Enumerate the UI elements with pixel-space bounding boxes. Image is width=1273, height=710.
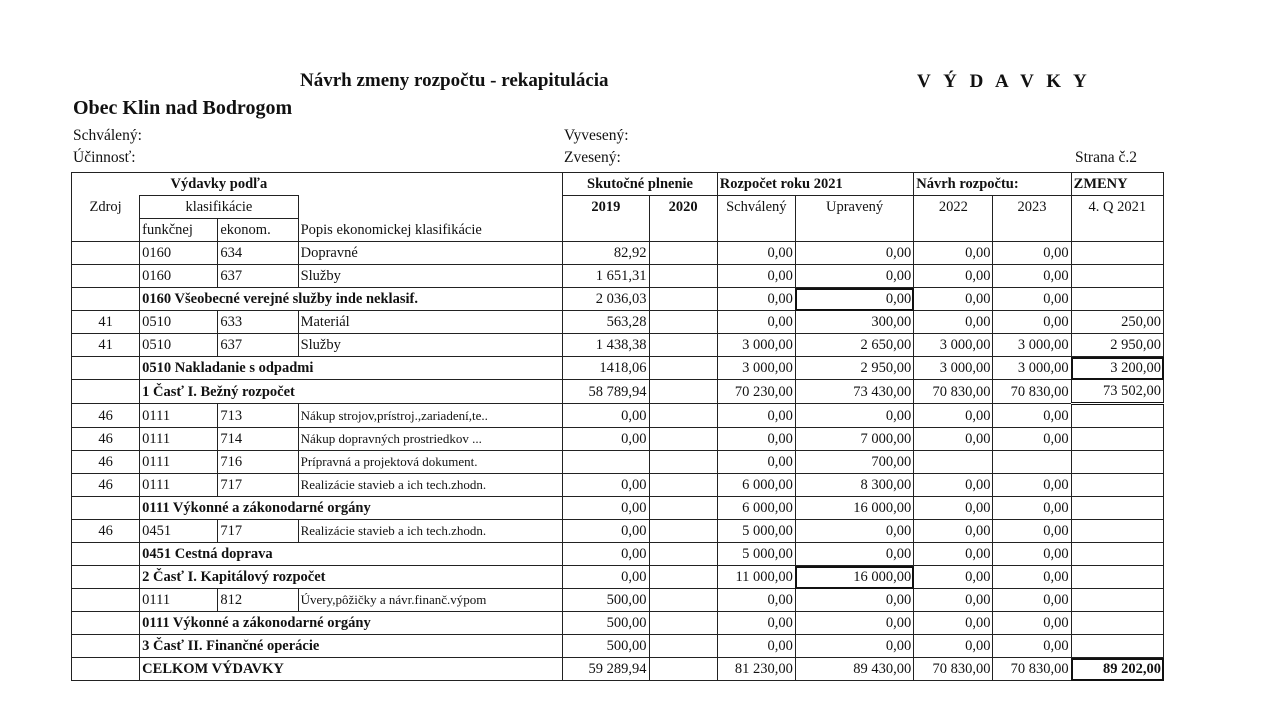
actual-2020-cell (649, 451, 717, 474)
municipality-name: Obec Klin nad Bodrogom (73, 97, 293, 119)
proposal-2023-cell: 0,00 (993, 589, 1071, 612)
economic-code-cell: 812 (218, 589, 298, 612)
source-cell (72, 357, 140, 380)
actual-2019-cell: 0,00 (563, 543, 649, 566)
actual-2019-cell: 500,00 (563, 612, 649, 635)
adjusted-2021-cell: 0,00 (795, 635, 913, 658)
functional-code-cell: 0111 (140, 474, 218, 497)
header-cell (993, 219, 1071, 242)
subtotal-row (72, 635, 1164, 658)
economic-code-cell: 713 (218, 404, 298, 428)
actual-2020-cell (649, 404, 717, 428)
approved-2021-cell: 0,00 (717, 288, 795, 311)
header-row-2 (72, 196, 1164, 219)
table-row (72, 474, 1164, 497)
actual-2020-cell (649, 635, 717, 658)
subtotal-row (72, 357, 1164, 380)
proposal-2022-cell: 0,00 (914, 265, 993, 288)
changes-q4-cell: 250,00 (1071, 311, 1163, 334)
functional-code-cell: 0111 (140, 404, 218, 428)
functional-code-cell: 0111 (140, 451, 218, 474)
header-classification: klasifikácie (140, 196, 298, 219)
changes-q4-cell (1071, 428, 1163, 451)
economic-code-cell: 717 (218, 474, 298, 497)
actual-2020-cell (649, 242, 717, 265)
table-row (72, 589, 1164, 612)
changes-q4-cell (1071, 497, 1163, 520)
header-cell (914, 219, 993, 242)
proposal-2023-cell: 0,00 (993, 428, 1071, 451)
proposal-2023-cell (993, 451, 1071, 474)
changes-q4-cell: 89 202,00 (1071, 658, 1163, 681)
header-functional: funkčnej (140, 219, 218, 242)
header-2023: 2023 (993, 196, 1071, 219)
adjusted-2021-cell: 2 650,00 (795, 334, 913, 357)
approved-2021-cell: 0,00 (717, 311, 795, 334)
changes-q4-cell (1071, 474, 1163, 497)
description-cell: Nákup dopravných prostriedkov ... (298, 428, 563, 451)
subtotal-label: 0111 Výkonné a zákonodarné orgány (140, 612, 563, 635)
approved-2021-cell: 3 000,00 (717, 357, 795, 380)
header-approved: Schválený (717, 196, 795, 219)
actual-2020-cell (649, 520, 717, 543)
proposal-2023-cell: 0,00 (993, 520, 1071, 543)
table-row (72, 520, 1164, 543)
functional-code-cell: 0510 (140, 311, 218, 334)
changes-q4-cell (1071, 612, 1163, 635)
changes-q4-cell (1071, 566, 1163, 589)
adjusted-2021-cell: 300,00 (795, 311, 913, 334)
actual-2019-cell: 1418,06 (563, 357, 649, 380)
changes-q4-cell (1071, 404, 1163, 428)
proposal-2022-cell: 0,00 (914, 612, 993, 635)
effective-label: Účinnosť: (73, 149, 136, 166)
actual-2019-cell: 0,00 (563, 428, 649, 451)
economic-code-cell: 717 (218, 520, 298, 543)
table-row (72, 428, 1164, 451)
subtotal-row (72, 658, 1164, 681)
source-cell: 41 (72, 334, 140, 357)
posted-label: Vyvesený: (564, 127, 629, 144)
subtotal-row (72, 612, 1164, 635)
header-cell (72, 219, 140, 242)
proposal-2022-cell: 70 830,00 (914, 658, 993, 681)
proposal-2022-cell: 70 830,00 (914, 380, 993, 404)
subtotal-row (72, 566, 1164, 589)
proposal-2023-cell: 0,00 (993, 612, 1071, 635)
proposal-2022-cell: 0,00 (914, 474, 993, 497)
adjusted-2021-cell: 8 300,00 (795, 474, 913, 497)
description-cell: Dopravné (298, 242, 563, 265)
proposal-2022-cell: 0,00 (914, 566, 993, 589)
adjusted-2021-cell: 0,00 (795, 543, 913, 566)
subtotal-label: 0451 Cestná doprava (140, 543, 563, 566)
actual-2019-cell: 82,92 (563, 242, 649, 265)
header-row-3 (72, 219, 1164, 242)
approved-2021-cell: 81 230,00 (717, 658, 795, 681)
source-cell (72, 635, 140, 658)
actual-2019-cell: 0,00 (563, 404, 649, 428)
actual-2019-cell: 1 438,38 (563, 334, 649, 357)
economic-code-cell: 716 (218, 451, 298, 474)
actual-2019-cell: 563,28 (563, 311, 649, 334)
approved-2021-cell: 0,00 (717, 265, 795, 288)
approved-2021-cell: 0,00 (717, 451, 795, 474)
changes-q4-cell: 2 950,00 (1071, 334, 1163, 357)
header-2020: 2020 (649, 196, 717, 219)
actual-2020-cell (649, 612, 717, 635)
header-cell (563, 219, 649, 242)
removed-label: Zvesený: (564, 149, 621, 166)
approved-2021-cell: 11 000,00 (717, 566, 795, 589)
functional-code-cell: 0451 (140, 520, 218, 543)
header-cell (298, 173, 563, 196)
document-title: Návrh zmeny rozpočtu - rekapitulácia (300, 70, 609, 91)
functional-code-cell: 0111 (140, 589, 218, 612)
economic-code-cell: 637 (218, 334, 298, 357)
actual-2020-cell (649, 311, 717, 334)
header-cell (649, 219, 717, 242)
description-cell: Služby (298, 265, 563, 288)
adjusted-2021-cell: 0,00 (795, 242, 913, 265)
proposal-2022-cell: 0,00 (914, 497, 993, 520)
adjusted-2021-cell: 0,00 (795, 520, 913, 543)
actual-2020-cell (649, 658, 717, 681)
adjusted-2021-cell: 7 000,00 (795, 428, 913, 451)
proposal-2023-cell: 0,00 (993, 288, 1071, 311)
subtotal-label: 1 Časť I. Bežný rozpočet (140, 380, 563, 404)
changes-q4-cell (1071, 265, 1163, 288)
changes-q4-cell (1071, 242, 1163, 265)
header-cell (72, 173, 140, 196)
source-cell (72, 497, 140, 520)
changes-q4-cell (1071, 288, 1163, 311)
economic-code-cell: 714 (218, 428, 298, 451)
proposal-2022-cell: 0,00 (914, 520, 993, 543)
actual-2020-cell (649, 265, 717, 288)
actual-2019-cell: 1 651,31 (563, 265, 649, 288)
functional-code-cell: 0510 (140, 334, 218, 357)
approved-2021-cell: 0,00 (717, 428, 795, 451)
actual-2020-cell (649, 589, 717, 612)
actual-2020-cell (649, 543, 717, 566)
proposal-2022-cell: 3 000,00 (914, 357, 993, 380)
approved-2021-cell: 6 000,00 (717, 474, 795, 497)
proposal-2023-cell: 3 000,00 (993, 334, 1071, 357)
actual-2019-cell: 500,00 (563, 635, 649, 658)
source-cell (72, 242, 140, 265)
source-cell: 46 (72, 474, 140, 497)
approved-2021-cell: 0,00 (717, 612, 795, 635)
changes-q4-cell (1071, 520, 1163, 543)
actual-2019-cell: 59 289,94 (563, 658, 649, 681)
subtotal-row (72, 288, 1164, 311)
header-cell (717, 219, 795, 242)
table-row (72, 451, 1164, 474)
changes-q4-cell (1071, 451, 1163, 474)
economic-code-cell: 637 (218, 265, 298, 288)
proposal-2022-cell: 0,00 (914, 288, 993, 311)
proposal-2022-cell (914, 451, 993, 474)
source-cell (72, 566, 140, 589)
actual-2020-cell (649, 380, 717, 404)
approved-2021-cell: 5 000,00 (717, 543, 795, 566)
approved-2021-cell: 0,00 (717, 589, 795, 612)
changes-q4-cell: 3 200,00 (1071, 357, 1163, 380)
subtotal-row (72, 380, 1164, 404)
adjusted-2021-cell: 0,00 (795, 265, 913, 288)
functional-code-cell: 0111 (140, 428, 218, 451)
description-cell: Realizácie stavieb a ich tech.zhodn. (298, 520, 563, 543)
subtotal-label: 0160 Všeobecné verejné služby inde neklasif. (140, 288, 563, 311)
header-cell (795, 219, 913, 242)
header-cell (298, 196, 563, 219)
changes-q4-cell (1071, 543, 1163, 566)
subtotal-label: 3 Časť II. Finančné operácie (140, 635, 563, 658)
adjusted-2021-cell: 16 000,00 (795, 497, 913, 520)
actual-2019-cell: 2 036,03 (563, 288, 649, 311)
header-group-changes: ZMENY (1071, 173, 1163, 196)
source-cell (72, 589, 140, 612)
proposal-2023-cell: 0,00 (993, 404, 1071, 428)
header-group-budget: Rozpočet roku 2021 (717, 173, 914, 196)
actual-2019-cell (563, 451, 649, 474)
approved-2021-cell: 6 000,00 (717, 497, 795, 520)
proposal-2023-cell: 3 000,00 (993, 357, 1071, 380)
approved-2021-cell: 5 000,00 (717, 520, 795, 543)
functional-code-cell: 0160 (140, 242, 218, 265)
proposal-2023-cell: 0,00 (993, 311, 1071, 334)
table-row (72, 334, 1164, 357)
page-number: Strana č.2 (1075, 149, 1137, 166)
proposal-2023-cell: 0,00 (993, 474, 1071, 497)
proposal-2022-cell: 0,00 (914, 242, 993, 265)
proposal-2023-cell: 0,00 (993, 635, 1071, 658)
economic-code-cell: 634 (218, 242, 298, 265)
header-description: Popis ekonomickej klasifikácie (298, 219, 563, 242)
header-group-classification: Výdavky podľa (140, 173, 298, 196)
table-row (72, 404, 1164, 428)
approved-2021-cell: 70 230,00 (717, 380, 795, 404)
approved-2021-cell: 0,00 (717, 404, 795, 428)
subtotal-label: 0510 Nakladanie s odpadmi (140, 357, 563, 380)
proposal-2022-cell: 0,00 (914, 428, 993, 451)
functional-code-cell: 0160 (140, 265, 218, 288)
proposal-2022-cell: 3 000,00 (914, 334, 993, 357)
description-cell: Prípravná a projektová dokument. (298, 451, 563, 474)
proposal-2023-cell: 0,00 (993, 497, 1071, 520)
actual-2019-cell: 0,00 (563, 520, 649, 543)
adjusted-2021-cell: 0,00 (795, 612, 913, 635)
header-economic: ekonom. (218, 219, 298, 242)
changes-q4-cell: 73 502,00 (1071, 380, 1163, 404)
proposal-2023-cell: 70 830,00 (993, 658, 1071, 681)
actual-2020-cell (649, 428, 717, 451)
proposal-2023-cell: 70 830,00 (993, 380, 1071, 404)
actual-2020-cell (649, 497, 717, 520)
economic-code-cell: 633 (218, 311, 298, 334)
header-group-actual: Skutočné plnenie (563, 173, 717, 196)
adjusted-2021-cell: 0,00 (795, 404, 913, 428)
proposal-2022-cell: 0,00 (914, 311, 993, 334)
source-cell (72, 612, 140, 635)
actual-2019-cell: 500,00 (563, 589, 649, 612)
header-q2021: 4. Q 2021 (1071, 196, 1163, 219)
subtotal-label: 0111 Výkonné a zákonodarné orgány (140, 497, 563, 520)
source-cell: 41 (72, 311, 140, 334)
changes-q4-cell (1071, 589, 1163, 612)
actual-2019-cell: 0,00 (563, 474, 649, 497)
subtotal-row (72, 497, 1164, 520)
proposal-2023-cell: 0,00 (993, 265, 1071, 288)
proposal-2023-cell: 0,00 (993, 543, 1071, 566)
table-row (72, 265, 1164, 288)
header-2022: 2022 (914, 196, 993, 219)
header-group-proposal: Návrh rozpočtu: (914, 173, 1071, 196)
subtotal-label: 2 Časť I. Kapitálový rozpočet (140, 566, 563, 589)
adjusted-2021-cell: 0,00 (795, 589, 913, 612)
actual-2020-cell (649, 566, 717, 589)
table-row (72, 242, 1164, 265)
approved-label: Schválený: (73, 127, 142, 144)
source-cell: 46 (72, 451, 140, 474)
source-cell (72, 288, 140, 311)
budget-table (71, 172, 1164, 681)
proposal-2022-cell: 0,00 (914, 589, 993, 612)
header-row-1 (72, 173, 1164, 196)
proposal-2023-cell: 0,00 (993, 566, 1071, 589)
actual-2019-cell: 0,00 (563, 497, 649, 520)
description-cell: Služby (298, 334, 563, 357)
adjusted-2021-cell: 16 000,00 (795, 566, 913, 589)
source-cell (72, 380, 140, 404)
source-cell: 46 (72, 428, 140, 451)
adjusted-2021-cell: 700,00 (795, 451, 913, 474)
changes-q4-cell (1071, 635, 1163, 658)
actual-2020-cell (649, 288, 717, 311)
source-cell (72, 265, 140, 288)
source-cell (72, 543, 140, 566)
header-source: Zdroj (72, 196, 140, 219)
adjusted-2021-cell: 2 950,00 (795, 357, 913, 380)
adjusted-2021-cell: 0,00 (795, 288, 913, 311)
source-cell: 46 (72, 404, 140, 428)
proposal-2022-cell: 0,00 (914, 543, 993, 566)
actual-2019-cell: 58 789,94 (563, 380, 649, 404)
proposal-2023-cell: 0,00 (993, 242, 1071, 265)
subtotal-label: CELKOM VÝDAVKY (140, 658, 563, 681)
proposal-2022-cell: 0,00 (914, 404, 993, 428)
actual-2020-cell (649, 357, 717, 380)
adjusted-2021-cell: 89 430,00 (795, 658, 913, 681)
approved-2021-cell: 0,00 (717, 635, 795, 658)
subtotal-row (72, 543, 1164, 566)
description-cell: Úvery,pôžičky a návr.finanč.výpom (298, 589, 563, 612)
actual-2020-cell (649, 334, 717, 357)
description-cell: Nákup strojov,prístroj.,zariadení,te.. (298, 404, 563, 428)
actual-2019-cell: 0,00 (563, 566, 649, 589)
source-cell: 46 (72, 520, 140, 543)
header-cell (1071, 219, 1163, 242)
proposal-2022-cell: 0,00 (914, 635, 993, 658)
description-cell: Realizácie stavieb a ich tech.zhodn. (298, 474, 563, 497)
table-row (72, 311, 1164, 334)
approved-2021-cell: 0,00 (717, 242, 795, 265)
adjusted-2021-cell: 73 430,00 (795, 380, 913, 404)
description-cell: Materiál (298, 311, 563, 334)
actual-2020-cell (649, 474, 717, 497)
source-cell (72, 658, 140, 681)
header-2019: 2019 (563, 196, 649, 219)
section-heading: V Ý D A V K Y (917, 71, 1091, 92)
header-adjusted: Upravený (795, 196, 913, 219)
approved-2021-cell: 3 000,00 (717, 334, 795, 357)
